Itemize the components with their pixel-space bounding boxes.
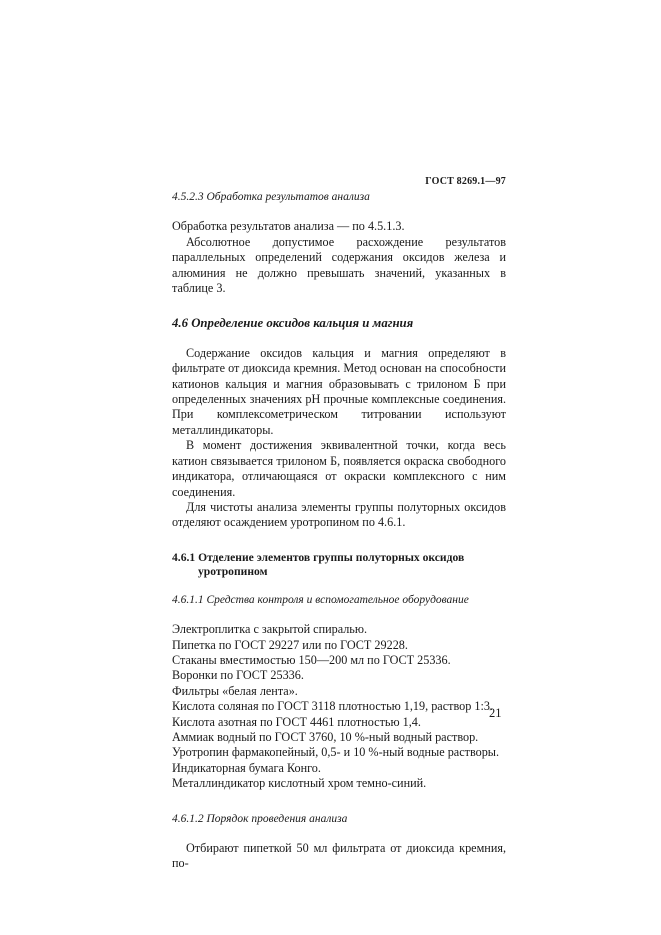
- document-code: ГОСТ 8269.1—97: [425, 176, 506, 187]
- list-item: Металлиндикатор кислотный хром темно-синий.: [172, 776, 427, 791]
- equipment-list: [172, 622, 506, 791]
- heading-4-6-1-1: 4.6.1.1 Средства контроля и вспомогательное оборудование: [172, 593, 469, 606]
- list-item: Индикаторная бумага Конго.: [172, 760, 321, 775]
- heading-4-6-1: [172, 551, 506, 579]
- paragraph: В момент достижения эквивалентной точки, когда весь катион связывается трилоном Б, появляется окраска свободного индикатора, отличающаяся от окраски комплексного с ним соединения.: [172, 438, 506, 499]
- list-item: Фильтры «белая лента».: [172, 683, 298, 698]
- heading-line-2: уротропином: [198, 564, 268, 578]
- paragraph: Абсолютное допустимое расхождение результатов параллельных определений содержания оксидов железа и алюминия не должно превышать значений, указанных в таблице 3.: [172, 234, 506, 296]
- list-item: Аммиак водный по ГОСТ 3760, 10 %-ный водный раствор.: [172, 729, 479, 744]
- list-item: Уротропин фармакопейный, 0,5- и 10 %-ный водные растворы.: [172, 745, 500, 760]
- heading-4-6: 4.6 Определение оксидов кальция и магния: [172, 316, 414, 331]
- heading-4-6-1-2: 4.6.1.2 Порядок проведения анализа: [172, 812, 348, 825]
- page-content: [172, 190, 506, 872]
- paragraph: Обработка результатов анализа — по 4.5.1.3.: [172, 219, 405, 234]
- paragraph: Содержание оксидов кальция и магния определяют в фильтрате от диоксида кремния. Метод основан на способности катионов кальция и магния образовывать с трилоном Б при определенных значениях pH прочные комплексные соединения. При комплексометрическом титровании используют металлиндикаторы.: [172, 345, 506, 437]
- paragraph: Отбирают пипеткой 50 мл фильтрата от диоксида кремния, по-: [172, 841, 506, 871]
- list-item: Электроплитка с закрытой спиралью.: [172, 622, 368, 637]
- list-item: Воронки по ГОСТ 25336.: [172, 668, 304, 683]
- list-item: Кислота азотная по ГОСТ 4461 плотностью 1,4.: [172, 714, 421, 729]
- heading-4-5-2-3: 4.5.2.3 Обработка результатов анализа: [172, 191, 370, 203]
- list-item: Стаканы вместимостью 150—200 мл по ГОСТ 25336.: [172, 652, 451, 667]
- heading-line-1: 4.6.1 Отделение элементов группы полуторных оксидов: [172, 550, 465, 564]
- page-number: 21: [489, 706, 502, 720]
- list-item: Пипетка по ГОСТ 29227 или по ГОСТ 29228.: [172, 637, 408, 652]
- list-item: Кислота соляная по ГОСТ 3118 плотностью 1,19, раствор 1:3.: [172, 699, 493, 714]
- paragraph: Для чистоты анализа элементы группы полуторных оксидов отделяют осаждением уротропином по 4.6.1.: [172, 499, 506, 530]
